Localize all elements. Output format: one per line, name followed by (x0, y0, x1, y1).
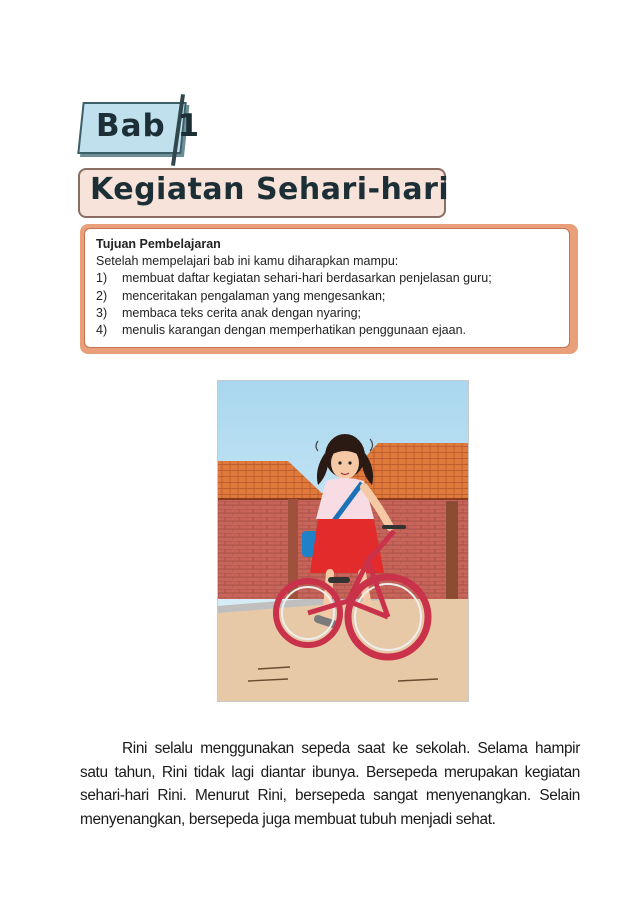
objective-item (96, 322, 492, 339)
objective-text: menceritakan pengalaman yang mengesankan; (122, 288, 386, 303)
red-skirt (310, 519, 384, 573)
chapter-badge-label: Bab 1 (96, 108, 201, 144)
objective-item (96, 270, 492, 287)
objective-number: 2) (96, 288, 108, 303)
objective-text: membaca teks cerita anak dengan nyaring; (122, 305, 362, 320)
story-paragraph (80, 737, 580, 831)
objectives-content (96, 236, 492, 339)
objective-text: menulis karangan dengan memperhatikan penggunaan ejaan. (122, 323, 467, 338)
objective-item (96, 288, 492, 305)
girl-riding-bicycle-illustration (217, 380, 469, 702)
story-paragraph-text: Rini selalu menggunakan sepeda saat ke sekolah. Selama hampir satu tahun, Rini tidak lagi diantar ibunya. Bersepeda merupakan kegiatan sehari-hari Rini. Menurut Rini, bersepeda sangat menyenangkan. Selain menyenangkan, bersepeda juga membuat tubuh menjadi sehat. (80, 740, 580, 828)
objectives-heading: Tujuan Pembelajaran (96, 237, 221, 251)
objectives-intro: Setelah mempelajari bab ini kamu diharapkan mampu: (96, 254, 399, 269)
chapter-title: Kegiatan Sehari-hari (90, 172, 450, 207)
objective-number: 1) (96, 271, 108, 286)
objective-number: 4) (96, 323, 108, 338)
objective-text: membuat daftar kegiatan sehari-hari berdasarkan penjelasan guru; (122, 271, 492, 286)
objective-item (96, 305, 492, 322)
objective-number: 3) (96, 305, 108, 320)
